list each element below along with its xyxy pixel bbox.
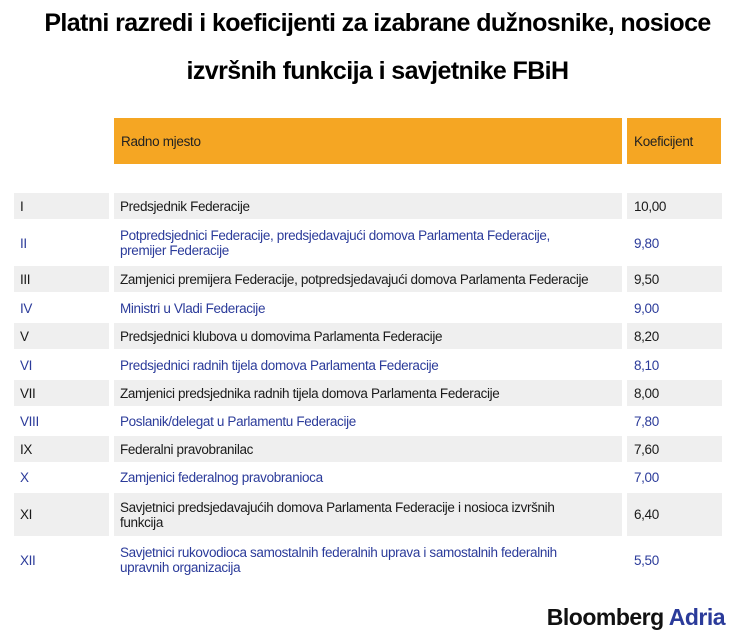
position-cell: Predsjednici radnih tijela domova Parlamenta Federacije	[114, 352, 622, 378]
table-row	[14, 223, 722, 263]
header-position: Radno mjesto	[114, 118, 622, 164]
coefficient-cell: 10,00	[627, 193, 722, 219]
coefficient-cell: 8,00	[627, 380, 722, 406]
coefficient-cell: 9,80	[627, 223, 722, 263]
table-row	[14, 408, 722, 434]
brand-suffix: Adria	[668, 604, 725, 630]
coefficient-cell: 5,50	[627, 539, 722, 581]
table-row	[14, 193, 722, 219]
grade-cell: VIII	[14, 408, 109, 434]
table-row	[14, 295, 722, 321]
coefficient-cell: 7,00	[627, 464, 722, 490]
coefficient-cell: 7,60	[627, 436, 722, 462]
position-cell: Zamjenici premijera Federacije, potpredsjedavajući domova Parlamenta Federacije	[114, 266, 622, 292]
brand-logo	[547, 604, 725, 631]
coefficient-cell: 7,80	[627, 408, 722, 434]
position-cell: Poslanik/delegat u Parlamentu Federacije	[114, 408, 622, 434]
position-cell: Ministri u Vladi Federacije	[114, 295, 622, 321]
table-row	[14, 464, 722, 490]
table-row	[14, 323, 722, 349]
grade-cell: XI	[14, 493, 109, 536]
coefficient-cell: 9,00	[627, 295, 722, 321]
position-cell: Zamjenici federalnog pravobranioca	[114, 464, 622, 490]
position-cell: Zamjenici predsjednika radnih tijela domova Parlamenta Federacije	[114, 380, 622, 406]
grade-cell: VI	[14, 352, 109, 378]
position-cell: Savjetnici predsjedavajućih domova Parlamenta Federacije i nosioca izvršnih funkcija	[114, 493, 622, 536]
coefficient-cell: 8,20	[627, 323, 722, 349]
position-cell: Savjetnici rukovodioca samostalnih federalnih uprava i samostalnih federalnih upravnih organizacija	[114, 539, 622, 581]
grade-cell: IX	[14, 436, 109, 462]
position-cell: Predsjednik Federacije	[114, 193, 622, 219]
table-row	[14, 380, 722, 406]
table-row	[14, 352, 722, 378]
table-row	[14, 436, 722, 462]
grade-cell: III	[14, 266, 109, 292]
grade-cell: II	[14, 223, 109, 263]
grade-cell: X	[14, 464, 109, 490]
position-cell: Federalni pravobranilac	[114, 436, 622, 462]
position-cell: Predsjednici klubova u domovima Parlamenta Federacije	[114, 323, 622, 349]
table-row	[14, 266, 722, 292]
grade-cell: XII	[14, 539, 109, 581]
title-line-2: izvršnih funkcija i savjetnike FBiH	[186, 57, 569, 85]
header-coefficient: Koeficijent	[627, 118, 721, 164]
coefficient-cell: 9,50	[627, 266, 722, 292]
coefficient-cell: 8,10	[627, 352, 722, 378]
table-row	[14, 493, 722, 536]
grade-cell: VII	[14, 380, 109, 406]
grade-cell: IV	[14, 295, 109, 321]
position-cell: Potpredsjednici Federacije, predsjedavajući domova Parlamenta Federacije, premijer Federacije	[114, 223, 622, 263]
coefficient-cell: 6,40	[627, 493, 722, 536]
title-line-1: Platni razredi i koeficijenti za izabrane dužnosnike, nosioce	[44, 9, 711, 37]
brand-name: Bloomberg	[546, 604, 664, 630]
grade-cell: I	[14, 193, 109, 219]
grade-cell: V	[14, 323, 109, 349]
table-row	[14, 539, 722, 581]
